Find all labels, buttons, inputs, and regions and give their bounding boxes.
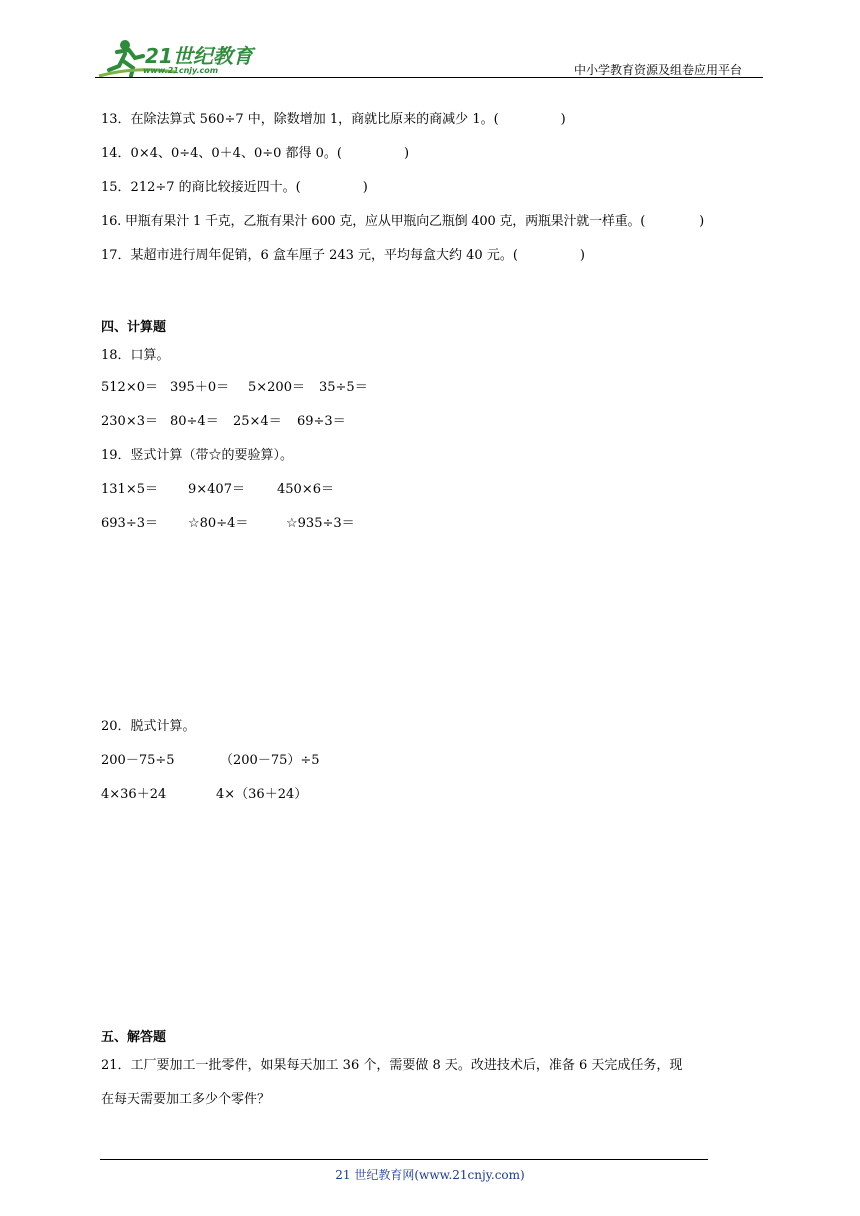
oral-item: 69÷3＝ [297,414,346,429]
oral-item: 395＋0＝ [170,380,230,395]
vertical-item: ☆935÷3＝ [286,516,355,531]
question-text: 13．在除法算式 560÷7 中，除数增加 1，商就比原来的商减少 1。( [101,112,499,127]
section-title-solve: 五、解答题 [101,1030,167,1045]
vertical-item: 693÷3＝ [101,516,158,531]
logo-url: www.21cnjy.com [143,66,219,75]
stepwise-item: 4×（36＋24） [216,787,308,802]
answer-bracket: ) [579,248,585,263]
stepwise-item: （200－75）÷5 [220,753,320,768]
vertical-item: 9×407＝ [188,482,245,497]
question-21-line1: 21．工厂要加工一批零件，如果每天加工 36 个，需要做 8 天。改进技术后，准备 6 天完成任务，现 [101,1058,683,1073]
section-title-calc: 四、计算题 [101,320,167,335]
oral-item: 512×0＝ [101,380,158,395]
answer-bracket: ) [362,180,368,195]
question-16 [101,210,704,229]
question-21-line2: 在每天需要加工多少个零件？ [101,1092,271,1107]
question-15 [101,176,368,195]
oral-item: 25×4＝ [233,414,282,429]
question-18: 18．口算。 [101,348,170,363]
logo-text: 21世纪教育 [145,44,253,68]
footer-divider [100,1159,708,1160]
stepwise-item: 200－75÷5 [101,753,175,768]
vertical-item: 131×5＝ [101,482,158,497]
stepwise-item: 4×36＋24 [101,787,167,802]
oral-item: 80÷4＝ [170,414,219,429]
oral-item: 35÷5＝ [319,380,368,395]
answer-bracket: ) [699,214,705,229]
question-text: 15．212÷7 的商比较接近四十。( [101,180,301,195]
vertical-item: 450×6＝ [277,482,334,497]
question-14 [101,142,409,161]
oral-item: 230×3＝ [101,414,158,429]
question-13 [101,108,566,127]
site-tagline: 中小学教育资源及组卷应用平台 [574,63,743,77]
question-text: 17．某超市进行周年促销，6 盒车厘子 243 元，平均每盒大约 40 元。( [101,248,518,263]
oral-item: 5×200＝ [248,380,305,395]
header-divider [95,77,763,78]
question-17 [101,244,585,263]
site-logo [95,36,260,80]
question-19: 19．竖式计算（带☆的要验算）。 [101,448,294,463]
question-text: 14．0×4、0÷4、0＋4、0÷0 都得 0。( [101,146,342,161]
question-text: 16. 甲瓶有果汁 1 千克，乙瓶有果汁 600 克，应从甲瓶向乙瓶倒 400 克，两瓶果汁就一样重。( [101,214,646,229]
question-20: 20．脱式计算。 [101,719,196,734]
answer-bracket: ) [404,146,410,161]
vertical-item: ☆80÷4＝ [188,516,249,531]
answer-bracket: ) [560,112,566,127]
footer-link[interactable]: 21 世纪教育网(www.21cnjy.com) [335,1168,525,1182]
